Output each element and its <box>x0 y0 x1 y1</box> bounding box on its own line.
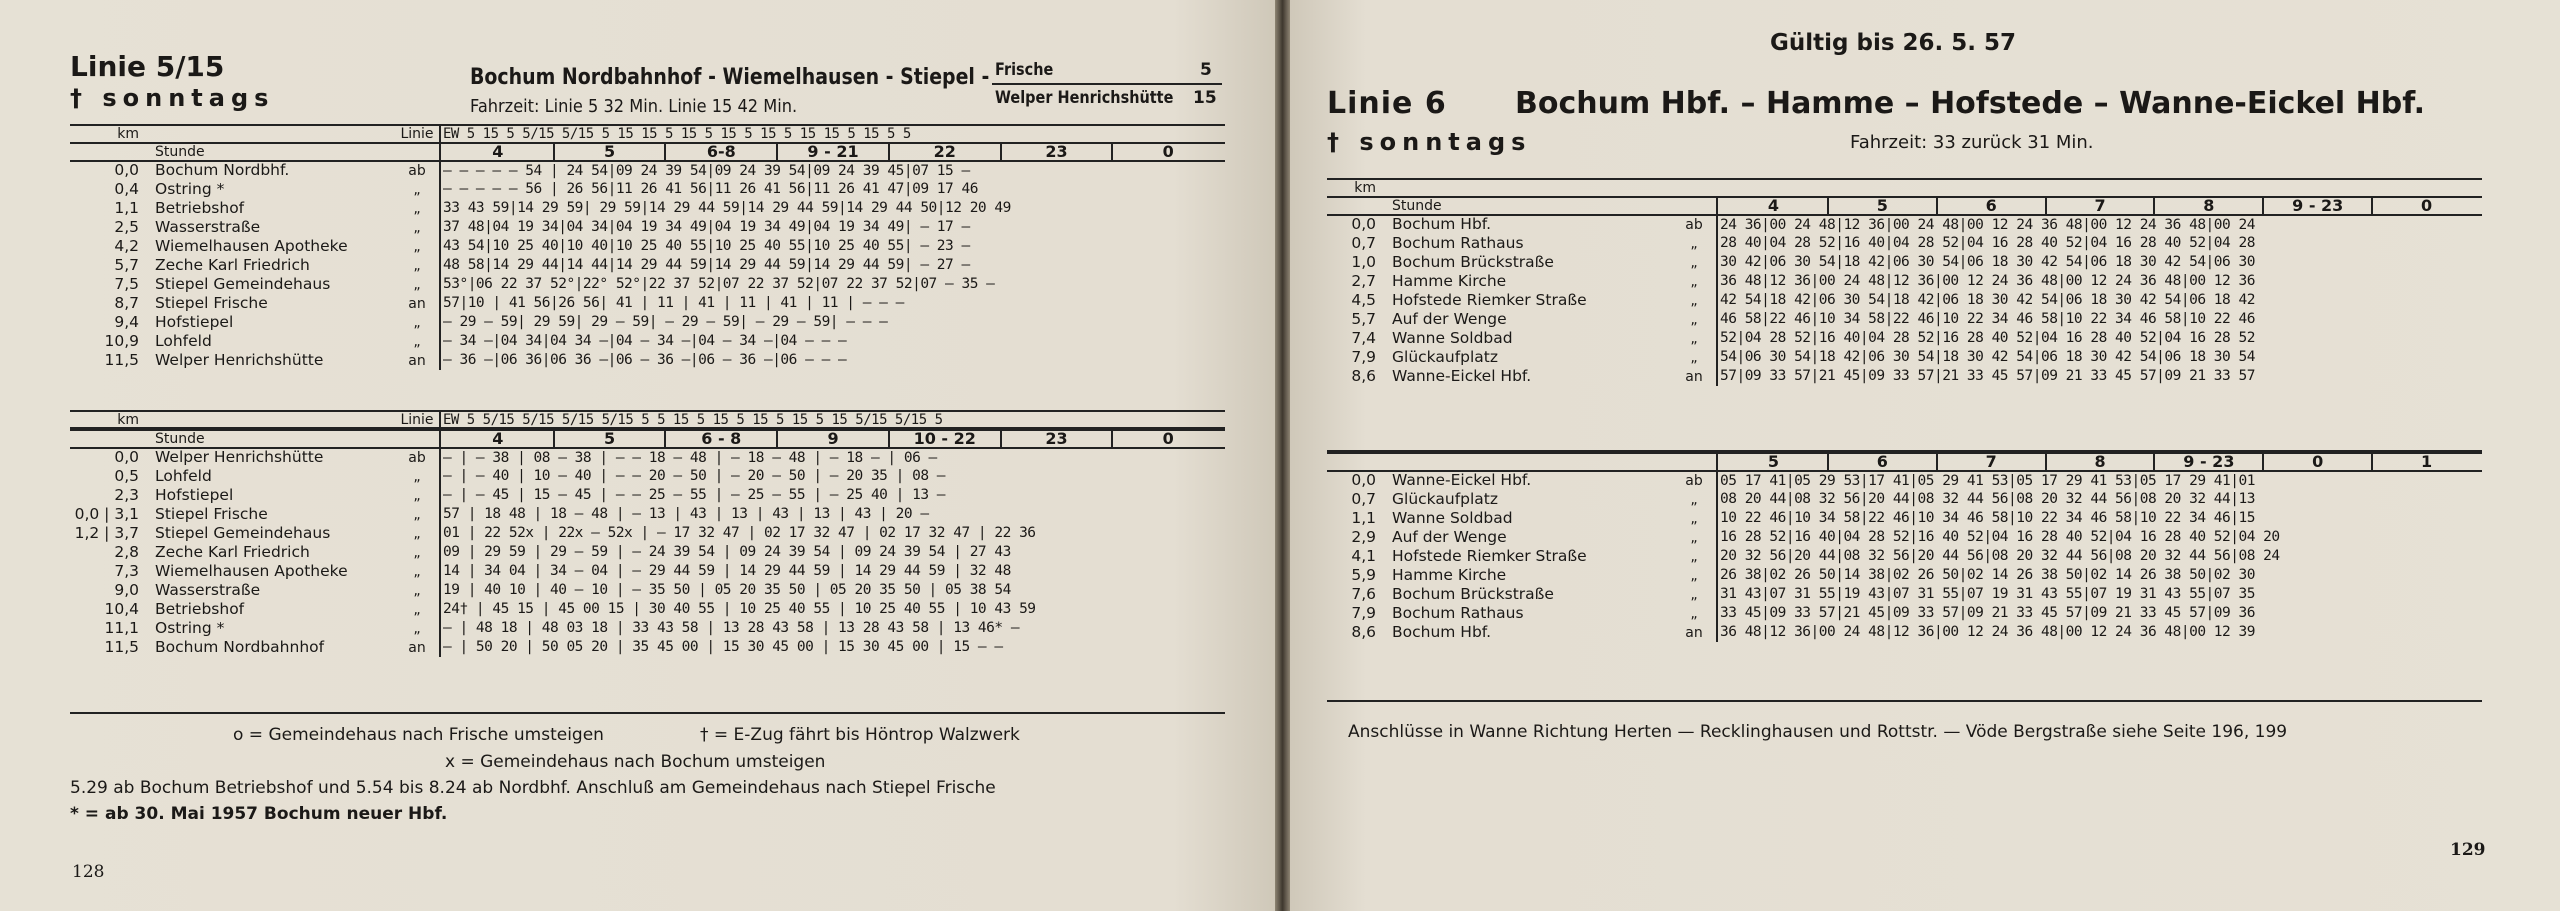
route-title: Bochum Hbf. – Hamme – Hofstede – Wanne-Eickel Hbf. <box>1515 86 2426 121</box>
table-row <box>70 524 1225 543</box>
km-value: 5,7 <box>114 256 139 274</box>
spacer <box>1672 452 1717 471</box>
km-value: 8,6 <box>1351 623 1376 641</box>
page-number: 129 <box>2450 840 2486 860</box>
stop-name: Welper Henrichshütte <box>145 448 395 467</box>
arr-dep-mark: „ <box>1690 510 1698 527</box>
table-row <box>1327 367 2482 386</box>
travel-time: Fahrzeit: 33 zurück 31 Min. <box>1850 132 2094 153</box>
stop-name: Bochum Hbf. <box>1382 215 1672 234</box>
timetable-body <box>70 411 1225 657</box>
km-value: 11,1 <box>104 619 139 637</box>
table-row <box>70 448 1225 467</box>
hours-header <box>440 429 1225 448</box>
departure-times: 43 54|10 25 40|10 40|10 25 40 55|10 25 40 55|10 25 40 55| — 23 — <box>440 237 1225 256</box>
divider <box>1327 700 2482 702</box>
arr-dep-mark: „ <box>413 563 421 580</box>
table-row <box>1327 471 2482 490</box>
km-value: 5,7 <box>1351 310 1376 328</box>
arr-dep-mark: „ <box>413 506 421 523</box>
hour-label: 4 <box>1767 197 1779 215</box>
departure-times: — | 48 18 | 48 03 18 | 33 43 58 | 13 28 43 58 | 13 28 43 58 | 13 46* — <box>440 619 1225 638</box>
arr-dep-mark: „ <box>413 620 421 637</box>
departure-times: 57 | 18 48 | 18 — 48 | — 13 | 43 | 13 | 43 | 13 | 43 | 20 — <box>440 505 1225 524</box>
legend-o: o = Gemeindehaus nach Frische umsteigen <box>233 725 604 745</box>
stop-name: Betriebshof <box>155 199 245 217</box>
stop-name: Auf der Wenge <box>1392 528 1507 546</box>
km-value: 8,7 <box>114 294 139 312</box>
hour-label: 9 - 23 <box>2153 454 2262 470</box>
departure-times: 57|10 | 41 56|26 56| 41 | 11 | 41 | 11 | 41 | 11 | — — — <box>440 294 1225 313</box>
km-header: km <box>1327 179 1382 197</box>
arr-dep-mark: „ <box>1690 311 1698 328</box>
spacer <box>1327 197 1382 215</box>
departure-times: 08 20 44|08 32 56|20 44|08 32 44 56|08 20 32 44 56|08 20 32 44|13 <box>1717 490 2482 509</box>
legend-dagger: † = E-Zug fährt bis Höntrop Walzwerk <box>700 725 1020 745</box>
table-row <box>70 199 1225 218</box>
terminus-welper: Welper Henrichshütte <box>995 88 1174 108</box>
hours-header <box>1717 197 2482 215</box>
stop-name: Bochum Hbf. <box>1392 623 1492 641</box>
stop-name: Bochum Nordbahnhof <box>155 638 325 656</box>
spacer <box>1672 179 1717 197</box>
table-row <box>70 256 1225 275</box>
arr-dep-mark: „ <box>413 468 421 485</box>
timetable-return <box>1327 450 2482 642</box>
table-row <box>70 275 1225 294</box>
hour-label: 23 <box>1000 431 1112 447</box>
line-title: Linie 6 <box>1327 86 1447 121</box>
timetable-body <box>1327 452 2482 642</box>
table-row <box>70 638 1225 657</box>
book-gutter <box>1275 0 1290 911</box>
stop-name: Bochum Brückstraße <box>1392 253 1554 271</box>
km-value: 0,0 | 3,1 <box>74 505 139 523</box>
spacer <box>145 125 395 143</box>
km-value: 7,5 <box>114 275 139 293</box>
arr-dep-mark: „ <box>1690 605 1698 622</box>
departure-times: 19 | 40 10 | 40 — 10 | — 35 50 | 05 20 35 50 | 05 20 35 50 | 05 38 54 <box>440 581 1225 600</box>
stunde-label: Stunde <box>1382 197 1672 215</box>
stop-name: Stiepel Frische <box>155 505 268 523</box>
hour-label: 8 <box>2045 454 2154 470</box>
km-value: 2,5 <box>114 218 139 236</box>
hour-label: 0 <box>1111 431 1223 447</box>
table-row <box>70 619 1225 638</box>
stop-name: Hamme Kirche <box>1392 566 1507 584</box>
stop-name: Wanne-Eickel Hbf. <box>1382 471 1672 490</box>
stop-name: Glückaufplatz <box>1392 490 1499 508</box>
km-value: 11,5 <box>104 638 139 656</box>
table-row <box>1327 585 2482 604</box>
hour-label: 1 <box>2371 454 2480 470</box>
table-row <box>70 562 1225 581</box>
km-value: 1,1 <box>1351 509 1376 527</box>
stop-name: Wanne-Eickel Hbf. <box>1392 367 1532 385</box>
km-value: 2,8 <box>114 543 139 561</box>
stop-name: Wasserstraße <box>155 581 261 599</box>
departure-times: 33 45|09 33 57|21 45|09 33 57|09 21 33 45 57|09 21 33 45 57|09 36 <box>1717 604 2482 623</box>
route-title: Bochum Nordbahnhof - Wiemelhausen - Stiepel - <box>470 65 990 90</box>
stop-name: Stiepel Gemeindehaus <box>155 275 331 293</box>
terminus-frische-line: 5 <box>1200 60 1212 80</box>
arr-dep-mark: „ <box>413 601 421 618</box>
left-page <box>0 0 1275 911</box>
km-value: 8,6 <box>1351 367 1376 385</box>
arr-dep-mark: „ <box>413 257 421 274</box>
hour-label: 7 <box>1936 454 2045 470</box>
km-value: 9,4 <box>114 313 139 331</box>
linie-row <box>70 125 1225 143</box>
departure-times: — — — — — 56 | 26 56|11 26 41 56|11 26 41 56|11 26 41 47|09 17 46 <box>440 180 1225 199</box>
stop-name: Lohfeld <box>155 332 212 350</box>
timetable-outbound <box>1327 178 2482 386</box>
hour-label: 9 - 21 <box>776 144 888 160</box>
arr-dep-mark: „ <box>413 582 421 599</box>
table-row <box>1327 566 2482 585</box>
table-row <box>1327 310 2482 329</box>
day-label: † sonntags <box>1327 128 1532 156</box>
stop-name: Stiepel Frische <box>155 294 268 312</box>
timetable-body <box>70 125 1225 370</box>
table-row <box>70 600 1225 619</box>
departure-times: 05 17 41|05 29 53|17 41|05 29 41 53|05 17 29 41 53|05 17 29 41|01 <box>1717 471 2482 490</box>
table-row <box>1327 348 2482 367</box>
table-row <box>70 294 1225 313</box>
departure-times: 31 43|07 31 55|19 43|07 31 55|07 19 31 43 55|07 19 31 43 55|07 35 <box>1717 585 2482 604</box>
stop-name: Welper Henrichshütte <box>155 351 324 369</box>
stop-name: Wiemelhausen Apotheke <box>155 237 348 255</box>
timetable-return <box>70 410 1225 657</box>
table-row <box>1327 490 2482 509</box>
departure-times: 24† | 45 15 | 45 00 15 | 30 40 55 | 10 25 40 55 | 10 25 40 55 | 10 43 59 <box>440 600 1225 619</box>
km-value: 0,7 <box>1351 234 1376 252</box>
stop-name: Zeche Karl Friedrich <box>155 256 310 274</box>
hour-label: 9 - 23 <box>2262 198 2371 214</box>
hour-label: 5 <box>1827 198 1936 214</box>
hour-label: 5 <box>1767 452 1779 471</box>
arr-dep-mark: an <box>408 295 426 312</box>
hour-label: 10 - 22 <box>888 431 1000 447</box>
arr-dep-mark: ab <box>395 448 440 467</box>
footnote-asterisk: * = ab 30. Mai 1957 Bochum neuer Hbf. <box>70 804 448 824</box>
departure-times: 30 42|06 30 54|18 42|06 30 54|06 18 30 42 54|06 18 30 42 54|06 30 <box>1717 253 2482 272</box>
table-row <box>1327 291 2482 310</box>
km-value: 2,9 <box>1351 528 1376 546</box>
connections-note: Anschlüsse in Wanne Richtung Herten — Recklinghausen und Rottstr. — Vöde Bergstraße siehe Seite 196, 199 <box>1348 722 2288 742</box>
km-value: 7,3 <box>114 562 139 580</box>
table-row <box>1327 234 2482 253</box>
km-value: 9,0 <box>114 581 139 599</box>
spacer <box>1382 179 1672 197</box>
departure-times: — 36 —|06 36|06 36 —|06 — 36 —|06 — 36 —|06 — — — <box>440 351 1225 370</box>
stop-name: Hofstiepel <box>155 486 234 504</box>
stunde-label: Stunde <box>145 143 395 161</box>
linie-label: Linie <box>395 125 440 143</box>
table-row <box>70 543 1225 562</box>
departure-times: 09 | 29 59 | 29 — 59 | — 24 39 54 | 09 24 39 54 | 09 24 39 54 | 27 43 <box>440 543 1225 562</box>
km-value: 2,3 <box>114 486 139 504</box>
stop-name: Bochum Brückstraße <box>1392 585 1554 603</box>
departure-times: 16 28 52|16 40|04 28 52|16 40 52|04 16 28 40 52|04 16 28 40 52|04 20 <box>1717 528 2482 547</box>
stop-name: Zeche Karl Friedrich <box>155 543 310 561</box>
stop-name: Wanne Soldbad <box>1392 329 1513 347</box>
arr-dep-mark: „ <box>1690 292 1698 309</box>
arr-dep-mark: „ <box>1690 235 1698 252</box>
departure-times: 48 58|14 29 44|14 44|14 29 44 59|14 29 44 59|14 29 44 59| — 27 — <box>440 256 1225 275</box>
arr-dep-mark: „ <box>413 181 421 198</box>
km-value: 7,9 <box>1351 348 1376 366</box>
table-row <box>70 505 1225 524</box>
stop-name: Glückaufplatz <box>1392 348 1499 366</box>
table-row <box>1327 509 2482 528</box>
km-value: 0,0 <box>1327 471 1382 490</box>
hour-label: 0 <box>2262 454 2371 470</box>
hour-label: 6 - 8 <box>664 431 776 447</box>
terminus-welper-line: 15 <box>1193 88 1217 108</box>
stop-name: Lohfeld <box>155 467 212 485</box>
spacer <box>145 411 395 429</box>
km-header: km <box>70 411 145 429</box>
table-row <box>70 351 1225 370</box>
km-value: 4,1 <box>1351 547 1376 565</box>
arr-dep-mark: „ <box>413 333 421 350</box>
hour-label: 22 <box>888 144 1000 160</box>
arr-dep-mark: an <box>408 352 426 369</box>
stop-name: Bochum Nordbhf. <box>145 161 395 180</box>
timetable-outbound <box>70 124 1225 370</box>
hour-label: 5 <box>553 431 665 447</box>
km-value: 2,7 <box>1351 272 1376 290</box>
spacer <box>1672 197 1717 215</box>
linie-values: EW 5 15 5 5/15 5/15 5 15 15 5 15 5 15 5 15 5 15 15 5 15 5 5 <box>440 125 1225 143</box>
stop-name: Bochum Rathaus <box>1392 234 1524 252</box>
table-row <box>1327 547 2482 566</box>
arr-dep-mark: an <box>1685 368 1703 385</box>
stunde-row <box>70 143 1225 161</box>
arr-dep-mark: „ <box>1690 586 1698 603</box>
departure-times: — 29 — 59| 29 59| 29 — 59| — 29 — 59| — 29 — 59| — — — <box>440 313 1225 332</box>
departure-times: 10 22 46|10 34 58|22 46|10 34 46 58|10 22 34 46 58|10 22 34 46|15 <box>1717 509 2482 528</box>
stop-name: Hofstiepel <box>155 313 234 331</box>
arr-dep-mark: ab <box>1672 215 1717 234</box>
spacer <box>1717 179 2482 197</box>
km-value: 4,2 <box>114 237 139 255</box>
valid-until: Gültig bis 26. 5. 57 <box>1770 30 2017 56</box>
line-title: Linie 5/15 <box>70 50 225 83</box>
stop-name: Wasserstraße <box>155 218 261 236</box>
km-value: 7,6 <box>1351 585 1376 603</box>
km-header: km <box>70 125 145 143</box>
km-value: 7,4 <box>1351 329 1376 347</box>
arr-dep-mark: „ <box>1690 567 1698 584</box>
stop-name: Auf der Wenge <box>1392 310 1507 328</box>
stop-name: Ostring * <box>155 180 225 198</box>
departure-times: — | — 38 | 08 — 38 | — — 18 — 48 | — 18 — 48 | — 18 — | 06 — <box>440 448 1225 467</box>
table-row <box>1327 623 2482 642</box>
stop-name: Wanne Soldbad <box>1392 509 1513 527</box>
hour-label: 0 <box>1111 144 1223 160</box>
spacer <box>1327 452 1382 471</box>
departure-times: 28 40|04 28 52|16 40|04 28 52|04 16 28 40 52|04 16 28 40 52|04 28 <box>1717 234 2482 253</box>
table-row <box>1327 215 2482 234</box>
arr-dep-mark: „ <box>413 525 421 542</box>
spacer <box>70 429 145 448</box>
travel-time: Fahrzeit: Linie 5 32 Min. Linie 15 42 Min. <box>470 96 798 117</box>
departure-times: 53°|06 22 37 52°|22° 52°|22 37 52|07 22 37 52|07 22 37 52|07 — 35 — <box>440 275 1225 294</box>
arr-dep-mark: ab <box>395 161 440 180</box>
table-row <box>1327 329 2482 348</box>
hour-label: 9 <box>776 431 888 447</box>
arr-dep-mark: an <box>408 639 426 656</box>
stop-name: Stiepel Gemeindehaus <box>155 524 331 542</box>
arr-dep-mark: „ <box>413 238 421 255</box>
departure-times: — 34 —|04 34|04 34 —|04 — 34 —|04 — 34 —|04 — — — <box>440 332 1225 351</box>
departure-times: — — — — — 54 | 24 54|09 24 39 54|09 24 39 54|09 24 39 45|07 15 — <box>440 161 1225 180</box>
stunde-row <box>1327 452 2482 471</box>
arr-dep-mark: „ <box>1690 491 1698 508</box>
hours-header <box>440 143 1225 161</box>
hour-label: 0 <box>2371 198 2480 214</box>
divider <box>992 83 1222 85</box>
stunde-row <box>1327 197 2482 215</box>
hour-label: 4 <box>492 429 504 448</box>
arr-dep-mark: „ <box>413 200 421 217</box>
departure-times: 52|04 28 52|16 40|04 28 52|16 28 40 52|04 16 28 40 52|04 16 28 52 <box>1717 329 2482 348</box>
km-value: 0,5 <box>114 467 139 485</box>
departure-times: 01 | 22 52x | 22x — 52x | — 17 32 47 | 02 17 32 47 | 02 17 32 47 | 22 36 <box>440 524 1225 543</box>
arr-dep-mark: „ <box>413 544 421 561</box>
km-value: 0,4 <box>114 180 139 198</box>
km-value: 10,4 <box>104 600 139 618</box>
departure-times: 33 43 59|14 29 59| 29 59|14 29 44 59|14 29 44 59|14 29 44 50|12 20 49 <box>440 199 1225 218</box>
terminus-frische: Frische <box>995 60 1054 80</box>
km-value: 1,2 | 3,7 <box>74 524 139 542</box>
table-row <box>1327 528 2482 547</box>
table-row <box>70 332 1225 351</box>
hour-label: 6 <box>1936 198 2045 214</box>
arr-dep-mark: „ <box>413 276 421 293</box>
departure-times: 36 48|12 36|00 24 48|12 36|00 12 24 36 48|00 12 24 36 48|00 12 36 <box>1717 272 2482 291</box>
hour-label: 23 <box>1000 144 1112 160</box>
legend-x: x = Gemeindehaus nach Bochum umsteigen <box>445 752 826 772</box>
departure-times: — | — 45 | 15 — 45 | — — 25 — 55 | — 25 — 55 | — 25 40 | 13 — <box>440 486 1225 505</box>
day-label: † sonntags <box>70 84 275 112</box>
hour-label: 8 <box>2153 198 2262 214</box>
km-value: 0,0 <box>70 448 145 467</box>
departure-times: 26 38|02 26 50|14 38|02 26 50|02 14 26 38 50|02 14 26 38 50|02 30 <box>1717 566 2482 585</box>
departure-times: 46 58|22 46|10 34 58|22 46|10 22 34 46 58|10 22 34 46 58|10 22 46 <box>1717 310 2482 329</box>
km-value: 7,9 <box>1351 604 1376 622</box>
departure-times: — | — 40 | 10 — 40 | — — 20 — 50 | — 20 — 50 | — 20 35 | 08 — <box>440 467 1225 486</box>
departure-times: 24 36|00 24 48|12 36|00 24 48|00 12 24 36 48|00 12 24 36 48|00 24 <box>1717 215 2482 234</box>
departure-times: 37 48|04 19 34|04 34|04 19 34 49|04 19 34 49|04 19 34 49| — 17 — <box>440 218 1225 237</box>
departure-times: 54|06 30 54|18 42|06 30 54|18 30 42 54|06 18 30 42 54|06 18 30 54 <box>1717 348 2482 367</box>
departure-times: — | 50 20 | 50 05 20 | 35 45 00 | 15 30 45 00 | 15 30 45 00 | 15 — — <box>440 638 1225 657</box>
arr-dep-mark: „ <box>1690 529 1698 546</box>
km-value: 0,0 <box>1327 215 1382 234</box>
table-row <box>1327 604 2482 623</box>
linie-values: EW 5 5/15 5/15 5/15 5/15 5 5 15 5 15 5 15 5 15 5 15 5/15 5/15 5 <box>440 411 1225 429</box>
arr-dep-mark: „ <box>413 219 421 236</box>
departure-times: 14 | 34 04 | 34 — 04 | — 29 44 59 | 14 29 44 59 | 14 29 44 59 | 32 48 <box>440 562 1225 581</box>
arr-dep-mark: „ <box>1690 330 1698 347</box>
arr-dep-mark: „ <box>1690 349 1698 366</box>
km-value: 0,7 <box>1351 490 1376 508</box>
stop-name: Bochum Rathaus <box>1392 604 1524 622</box>
km-value: 5,9 <box>1351 566 1376 584</box>
stunde-label <box>1382 452 1672 471</box>
linie-row <box>70 411 1225 429</box>
table-row <box>70 180 1225 199</box>
table-row <box>70 218 1225 237</box>
divider <box>70 712 1225 714</box>
table-row <box>70 581 1225 600</box>
stop-name: Wiemelhausen Apotheke <box>155 562 348 580</box>
stop-name: Hofstede Riemker Straße <box>1392 547 1587 565</box>
spacer <box>395 429 440 448</box>
departure-times: 42 54|18 42|06 30 54|18 42|06 18 30 42 54|06 18 30 42 54|06 18 42 <box>1717 291 2482 310</box>
km-value: 10,9 <box>104 332 139 350</box>
arr-dep-mark: „ <box>1690 548 1698 565</box>
km-value: 1,0 <box>1351 253 1376 271</box>
arr-dep-mark: „ <box>1690 273 1698 290</box>
hour-label: 5 <box>553 144 665 160</box>
table-row <box>1327 253 2482 272</box>
footnote: 5.29 ab Bochum Betriebshof und 5.54 bis 8.24 ab Nordbhf. Anschluß am Gemeindehaus nach Stiepel Frische <box>70 778 996 798</box>
arr-dep-mark: „ <box>413 314 421 331</box>
km-value: 11,5 <box>104 351 139 369</box>
departure-times: 57|09 33 57|21 45|09 33 57|21 33 45 57|09 21 33 45 57|09 21 33 57 <box>1717 367 2482 386</box>
arr-dep-mark: an <box>1685 624 1703 641</box>
stunde-label: Stunde <box>145 429 395 448</box>
arr-dep-mark: „ <box>413 487 421 504</box>
departure-times: 20 32 56|20 44|08 32 56|20 44 56|08 20 32 44 56|08 20 32 44 56|08 24 <box>1717 547 2482 566</box>
stop-name: Hofstede Riemker Straße <box>1392 291 1587 309</box>
hour-label: 6-8 <box>664 144 776 160</box>
table-row <box>70 161 1225 180</box>
hour-label: 6 <box>1827 454 1936 470</box>
km-value: 1,1 <box>114 199 139 217</box>
km-value: 4,5 <box>1351 291 1376 309</box>
table-row <box>70 486 1225 505</box>
hours-header <box>1717 452 2482 471</box>
stunde-row <box>70 429 1225 448</box>
spacer <box>70 143 145 161</box>
arr-dep-mark: ab <box>1672 471 1717 490</box>
stop-name: Hamme Kirche <box>1392 272 1507 290</box>
table-row <box>70 467 1225 486</box>
stop-name: Ostring * <box>155 619 225 637</box>
spacer <box>395 143 440 161</box>
table-row <box>70 313 1225 332</box>
arr-dep-mark: „ <box>1690 254 1698 271</box>
linie-label: Linie <box>395 411 440 429</box>
timetable-body <box>1327 179 2482 386</box>
km-row <box>1327 179 2482 197</box>
table-row <box>1327 272 2482 291</box>
departure-times: 36 48|12 36|00 24 48|12 36|00 12 24 36 48|00 12 24 36 48|00 12 39 <box>1717 623 2482 642</box>
km-value: 0,0 <box>70 161 145 180</box>
hour-label: 7 <box>2045 198 2154 214</box>
page-number: 128 <box>72 862 105 882</box>
hour-label: 4 <box>492 143 504 161</box>
stop-name: Betriebshof <box>155 600 245 618</box>
table-row <box>70 237 1225 256</box>
